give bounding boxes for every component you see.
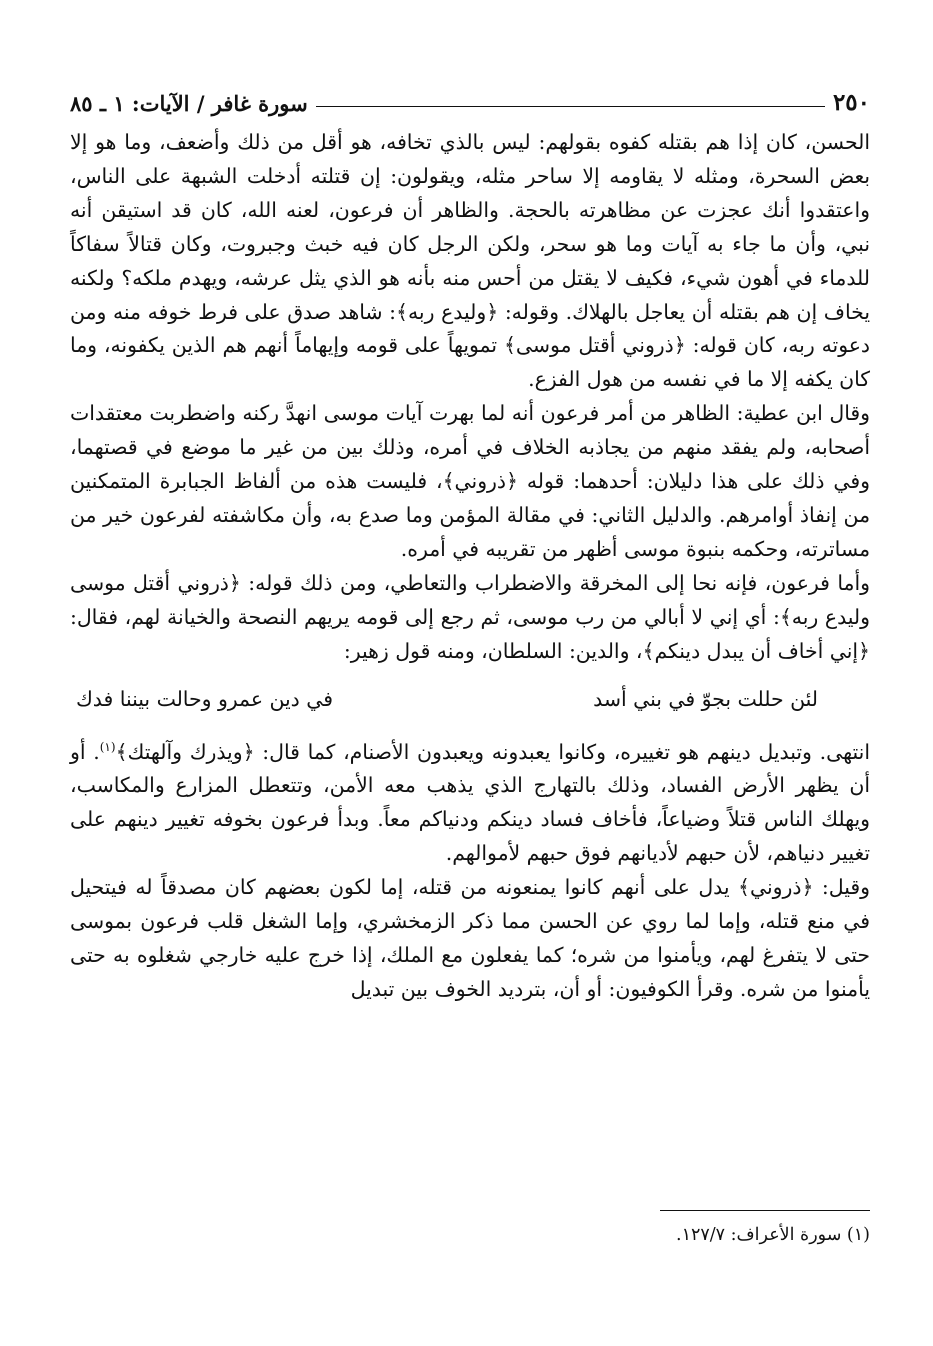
page-number: ٢٥٠: [832, 89, 870, 116]
paragraph-4-head: انتهى. وتبديل دينهم هو تغييره، وكانوا يعبدونه ويعبدون الأصنام، كما قال: ﴿ويذرك وآلهتك﴾: [115, 739, 870, 764]
footnote-ref: (١): [99, 739, 116, 754]
paragraph-4: [70, 731, 870, 871]
paragraph-2: وقال ابن عطية: الظاهر من أمر فرعون أنه لما بهرت آيات موسى انهدَّ ركنه واضطربت معتقدات أصحابه، ولم يفقد منهم من يجاذبه الخلاف في أمره، وذلك بين من غير ما موضع في قصتهما، وفي ذلك على هذا دليلان: أحدهما: قوله ﴿ذروني﴾، فليست هذه من ألفاظ الجبابرة المتمكنين من إنفاذ أوامرهم. والدليل الثاني: في مقالة المؤمن وما صدع به، وأن مكاشفته لفرعون خير من مساترته، وحكمه بنبوة موسى أظهر من تقريبه في أمره.: [70, 401, 870, 561]
paragraph-4-tail: . أو أن يظهر الأرض الفساد، وذلك بالتهارج الذي يذهب معه الأمن، وتتعطل المزارع والمكاسب، ويهلك الناس قتلاً وضياعاً، فأخاف فساد دينكم ودنياكم معاً. وبدأ فرعون بخوفه تغيير دينهم على تغيير دنياهم، لأن حبهم لأديانهم فوق حبهم لأموالهم.: [70, 739, 870, 866]
document-page: [70, 82, 870, 1282]
running-title: سورة غافر / الآيات: ١ ـ ٨٥: [70, 91, 308, 116]
header-rule: [316, 106, 825, 107]
poem-hemistich-1: لئن حللت بجوّ في بني أسد: [593, 686, 818, 711]
paragraph-1: الحسن، كان إذا هم بقتله كفوه بقولهم: ليس بالذي تخافه، هو أقل من ذلك وأضعف، وما هو إلا بعض السحرة، ومثله لا يقاومه إلا ساحر مثله، ويقولون: إن قتلته أدخلت الشبهة على الناس، واعتقدوا أنك عجزت عن مظاهرته بالحجة. والظاهر أن فرعون، لعنه الله، كان قد استيقن أنه نبي، وأن ما جاء به آيات وما هو سحر، ولكن الرجل كان فيه خبث وجبروت، وكان قتالاً سفاكاً للدماء في أهون شيء، فكيف لا يقتل من أحس منه بأنه هو الذي يثل عرشه، ويهدم ملكه؟ ولكنه يخاف إن هم بقتله أن يعاجل بالهلاك. وقوله: ﴿وليدع ربه﴾: شاهد صدق على فرط خوفه منه ومن دعوته ربه، كان قوله: ﴿ذروني أقتل موسى﴾ تمويهاً على قومه وإيهاماً أنهم هم الذين يكفونه، وما كان يكفه إلا ما في نفسه من هول الفزع.: [70, 130, 870, 392]
footnotes: [70, 1210, 870, 1245]
poem-verse: [70, 669, 870, 731]
page-header: [70, 82, 870, 116]
paragraph-5: وقيل: ﴿ذروني﴾ يدل على أنهم كانوا يمنعونه من قتله، إما لكون بعضهم كان مصدقاً له فيتحيل في منع قتله، وإما لما روي عن الحسن مما ذكر الزمخشري، وإما الشغل قلب فرعون بموسى حتى لا يتفرغ لهم، ويأمنوا من شره؛ كما يفعلون مع الملك، إذا خرج عليه خارجي شغلوه به حتى يأمنوا من شره. وقرأ الكوفيون: أو أن، بترديد الخوف بين تبديل: [70, 874, 870, 1001]
footnote-rule: [660, 1210, 870, 1211]
poem-hemistich-2: في دين عمرو وحالت بيننا فدك: [76, 686, 333, 711]
paragraph-3: وأما فرعون، فإنه نحا إلى المخرقة والاضطراب والتعاطي، ومن ذلك قوله: ﴿ذروني أقتل موسى وليدع ربه﴾: أي إني لا أبالي من رب موسى، ثم رجع إلى قومه يريهم النصحة والخيانة لهم، فقال: ﴿إني أخاف أن يبدل دينكم﴾، والدين: السلطان، ومنه قول زهير:: [70, 570, 870, 663]
main-text: [70, 126, 870, 1007]
footnote-1: (١) سورة الأعراف: ١٢٧/٧.: [676, 1225, 870, 1245]
